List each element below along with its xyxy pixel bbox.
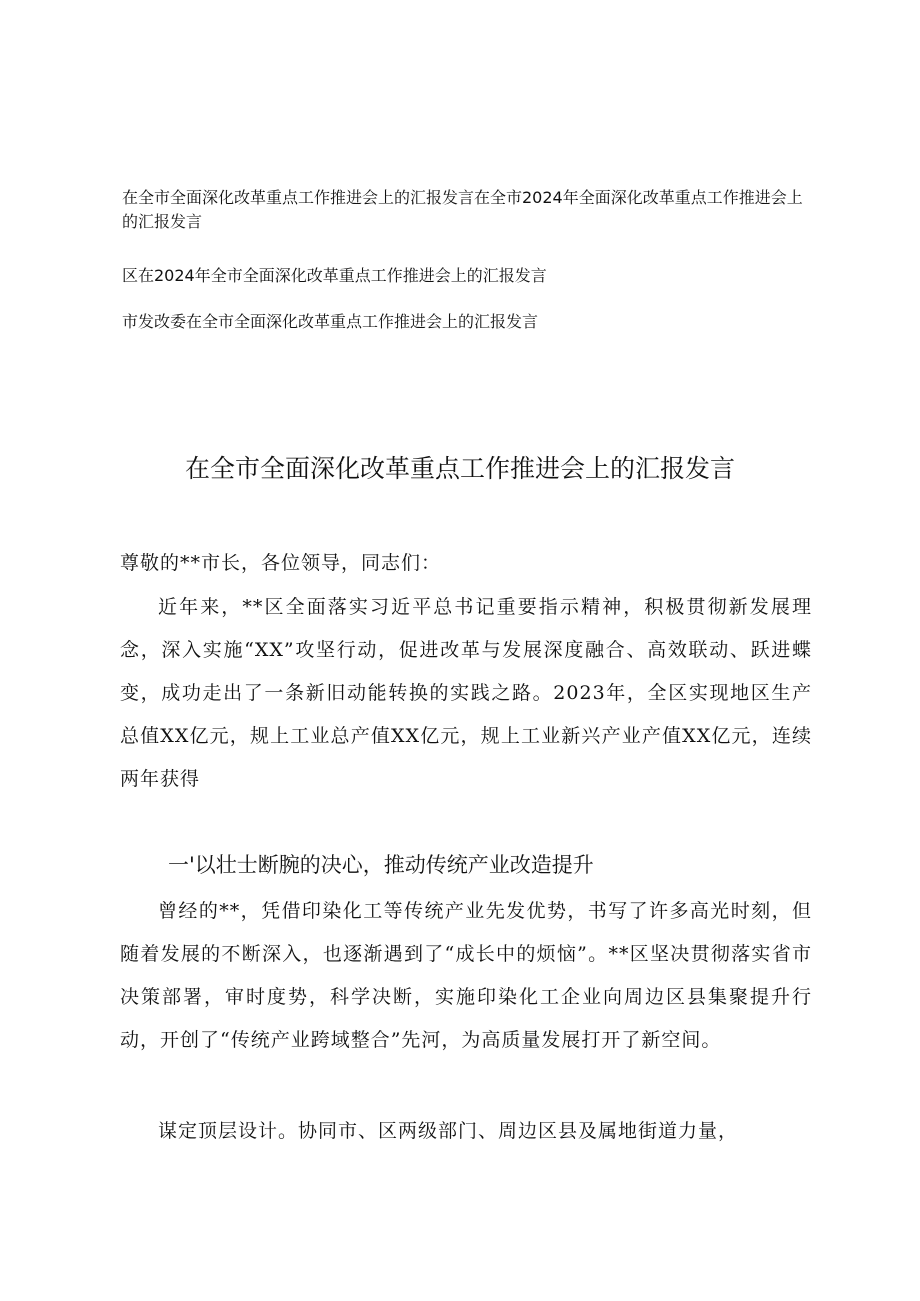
toc-item: 在全市全面深化改革重点工作推进会上的汇报发言在全市2024年全面深化改革重点工作推进会上的汇报发言 [122, 188, 803, 231]
salutation: 尊敬的**市长，各位领导，同志们： [120, 552, 442, 574]
toc-item: 区在2024年全市全面深化改革重点工作推进会上的汇报发言 [122, 266, 547, 285]
body-paragraph: 谋定顶层设计。协同市、区两级部门、周边区县及属地街道力量， [158, 1120, 739, 1142]
toc-item: 市发改委在全市全面深化改革重点工作推进会上的汇报发言 [122, 312, 539, 331]
section-heading: 一'以壮士断腕的决心，推动传统产业改造提升 [168, 853, 594, 877]
intro-paragraph: 近年来，**区全面落实习近平总书记重要指示精神，积极贯彻新发展理念，深入实施“XX”攻坚行动，促进改革与发展深度融合、高效联动、跃进蝶变，成功走出了一条新旧动能转换的实践之路。2023年，全区实现地区生产总值XX亿元，规上工业总产值XX亿元，规上工业新兴产业产值XX亿元，连续两年获得 [120, 596, 812, 790]
document-title: 在全市全面深化改革重点工作推进会上的汇报发言 [184, 454, 735, 483]
table-of-contents [122, 186, 812, 356]
section-paragraph: 曾经的**，凭借印染化工等传统产业先发优势，书写了许多高光时刻，但随着发展的不断深入，也逐渐遇到了“成长中的烦恼”。**区坚决贯彻落实省市决策部署，审时度势，科学决断，实施印染化工企业向周边区县集聚提升行动，开创了“传统产业跨域整合”先河，为高质量发展打开了新空间。 [120, 900, 812, 1051]
